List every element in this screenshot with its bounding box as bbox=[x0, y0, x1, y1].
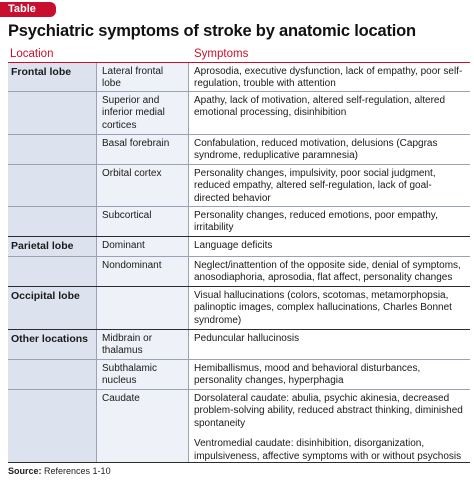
group-other-locations bbox=[8, 330, 470, 462]
group-name: Frontal lobe bbox=[11, 66, 72, 78]
table-row bbox=[8, 360, 470, 390]
sublocation: Midbrain or thalamus bbox=[96, 330, 188, 359]
symptoms-paragraph: Dorsolateral caudate: abulia, psychic akinesia, decreased problem-solving ability, reduced abstract thinking, diminished spontaneity bbox=[194, 393, 463, 429]
group-name: Occipital lobe bbox=[11, 290, 80, 302]
symptoms-cell: Language deficits bbox=[188, 237, 470, 256]
symptoms-cell: Neglect/inattention of the opposite side, denial of symptoms, anosodiaphoria, aprosodia, flat affect, personality changes bbox=[188, 257, 470, 286]
header-symptoms: Symptoms bbox=[194, 48, 249, 60]
group-name: Other locations bbox=[11, 333, 89, 345]
header-location: Location bbox=[10, 48, 54, 60]
group-occipital-lobe bbox=[8, 287, 470, 329]
table-title: Psychiatric symptoms of stroke by anatomic location bbox=[8, 22, 416, 40]
table-row bbox=[8, 92, 470, 135]
table-row bbox=[8, 390, 470, 462]
symptoms-cell: Apathy, lack of motivation, altered self-regulation, altered emotional processing, disinhibition bbox=[188, 92, 470, 134]
table-bottom-rule bbox=[8, 462, 470, 463]
table-row bbox=[8, 287, 470, 329]
sublocation: Dominant bbox=[96, 237, 188, 256]
source-text: References 1-10 bbox=[44, 466, 111, 476]
table-row bbox=[8, 135, 470, 165]
symptoms-cell: Hemiballismus, mood and behavioral disturbances, personality changes, hyperphagia bbox=[188, 360, 470, 389]
group-parietal-lobe bbox=[8, 237, 470, 286]
source-label: Source: bbox=[8, 466, 42, 476]
table-row bbox=[8, 330, 470, 360]
table-row bbox=[8, 257, 470, 286]
table-row bbox=[8, 63, 470, 92]
symptoms-cell: Peduncular hallucinosis bbox=[188, 330, 470, 359]
table-row bbox=[8, 207, 470, 236]
symptoms-cell: Confabulation, reduced motivation, delusions (Capgras syndrome, reduplicative paramnesia) bbox=[188, 135, 470, 164]
group-frontal-lobe bbox=[8, 63, 470, 236]
sublocation: Nondominant bbox=[96, 257, 188, 286]
sublocation: Caudate bbox=[96, 390, 188, 462]
table-header bbox=[0, 46, 474, 62]
symptoms-cell: Visual hallucinations (colors, scotomas, metamorphopsia, palinoptic images, complex hallucinations, Charles Bonnet syndrome) bbox=[188, 287, 470, 329]
table-body bbox=[8, 63, 470, 462]
table-row bbox=[8, 165, 470, 207]
symptoms-cell: Aprosodia, executive dysfunction, lack of empathy, poor self-regulation, trouble with attention bbox=[188, 63, 470, 91]
symptoms-cell: Personality changes, reduced emotions, poor empathy, irritability bbox=[188, 207, 470, 236]
table-tag: Table bbox=[0, 2, 56, 17]
sublocation: Basal forebrain bbox=[96, 135, 188, 164]
symptoms-paragraph: Ventromedial caudate: disinhibition, disorganization, impulsiveness, affective symptoms with or without psychosis bbox=[194, 438, 462, 462]
group-name: Parietal lobe bbox=[11, 240, 74, 252]
sublocation: Subthalamic nucleus bbox=[96, 360, 188, 389]
table-row bbox=[8, 237, 470, 257]
symptoms-cell: Personality changes, impulsivity, poor social judgment, reduced empathy, altered self-regulation, lack of goal-directed behavior bbox=[188, 165, 470, 206]
sublocation: Subcortical bbox=[96, 207, 188, 236]
source-note bbox=[8, 466, 111, 476]
symptoms-cell bbox=[188, 390, 470, 462]
sublocation bbox=[96, 287, 188, 329]
sublocation: Orbital cortex bbox=[96, 165, 188, 206]
sublocation: Superior and inferior medial cortices bbox=[96, 92, 188, 134]
sublocation: Lateral frontal lobe bbox=[96, 63, 188, 91]
